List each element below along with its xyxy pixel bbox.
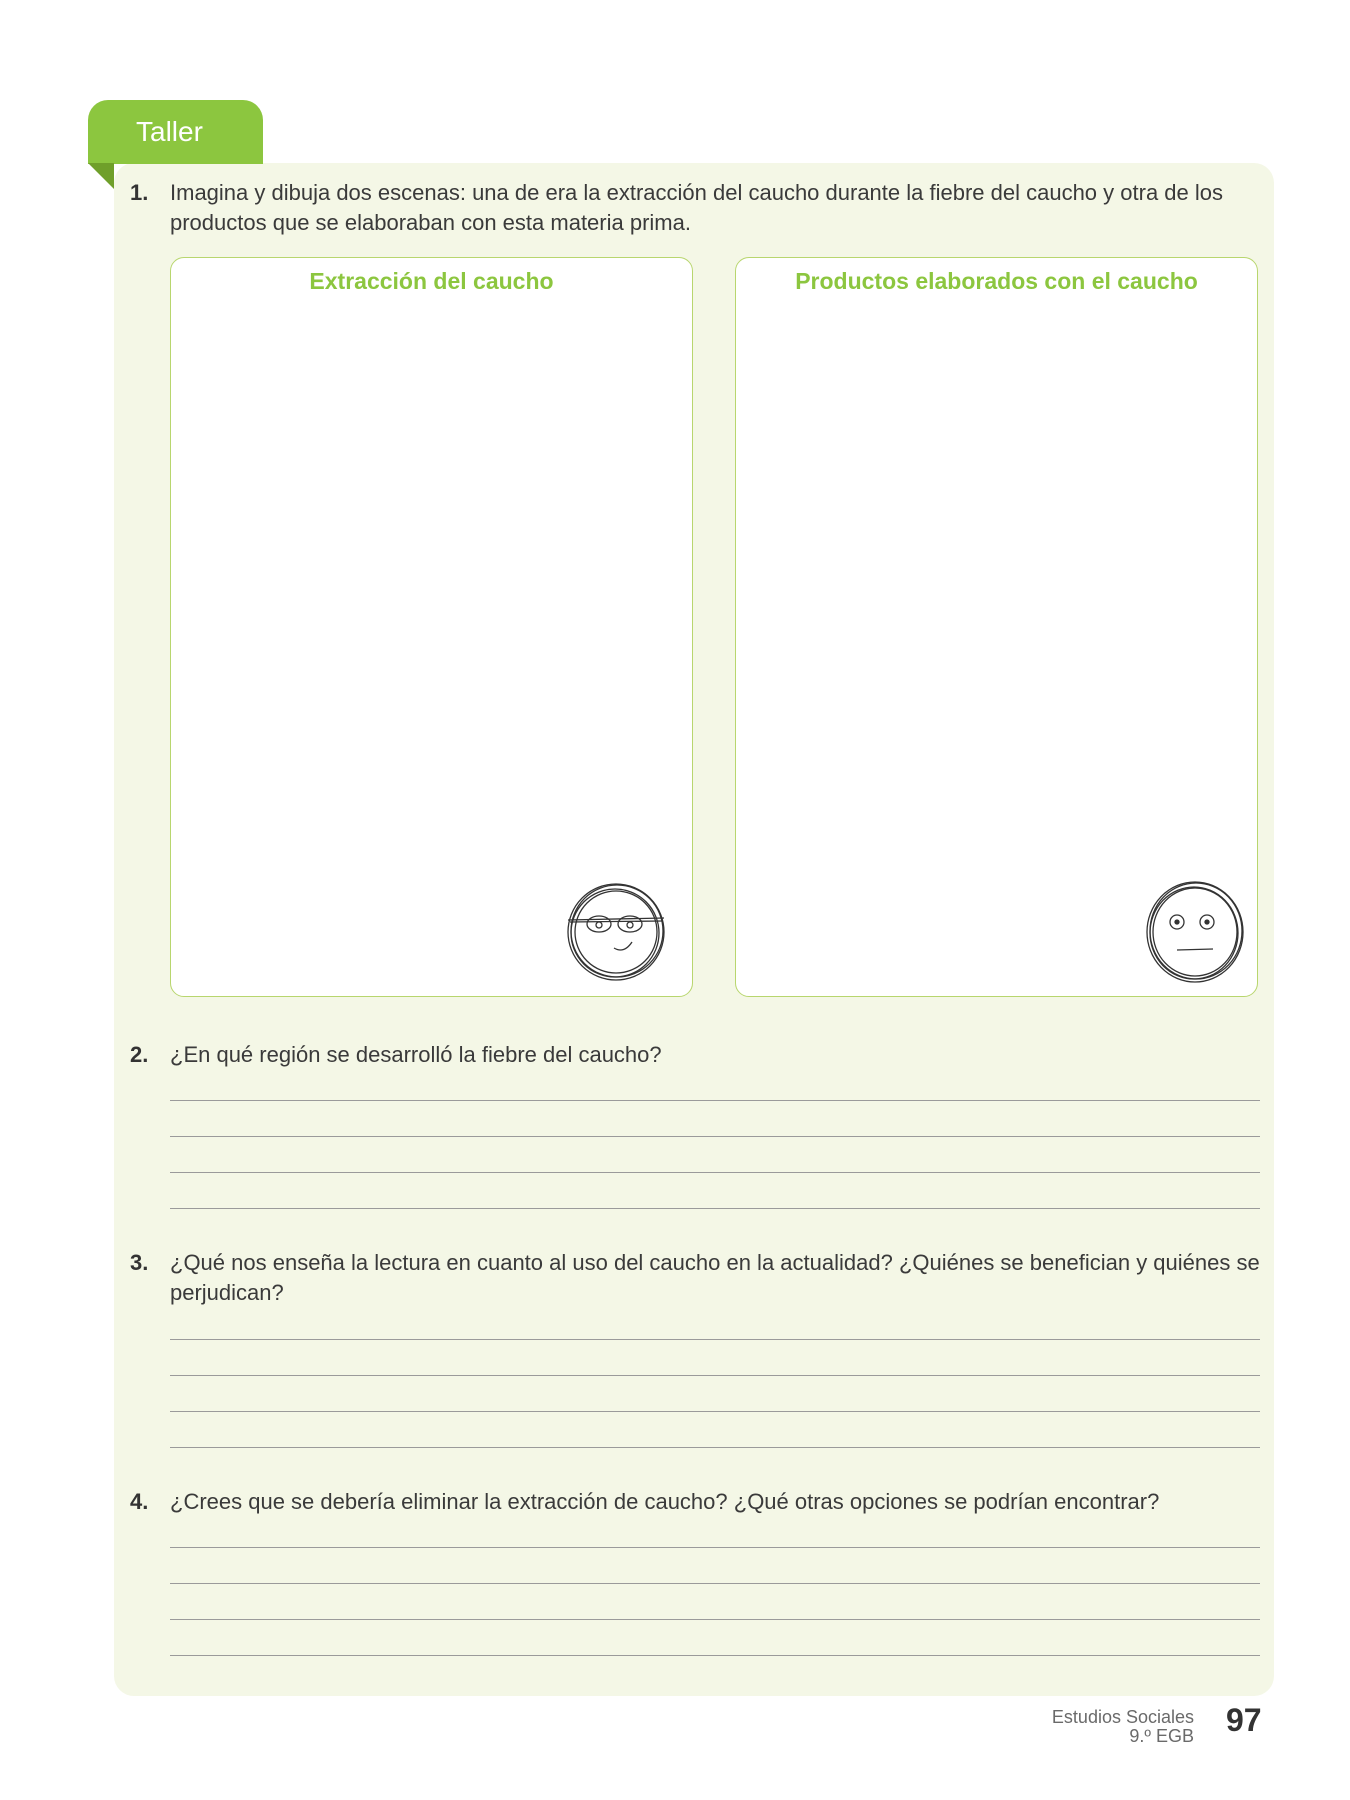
question-number: 4.	[130, 1489, 149, 1514]
answer-line[interactable]	[170, 1136, 1260, 1137]
drawing-box-extraction[interactable]	[170, 257, 693, 997]
question-2	[130, 1040, 1260, 1070]
footer-grade: 9.º EGB	[1129, 1726, 1194, 1746]
section-tab: Taller	[88, 100, 263, 164]
smiling-face-sketch-icon	[564, 880, 668, 984]
footer-subject	[1052, 1708, 1194, 1746]
drawing-box-products[interactable]	[735, 257, 1258, 997]
answer-line[interactable]	[170, 1619, 1260, 1620]
footer-subject-name: Estudios Sociales	[1051, 1707, 1194, 1727]
question-number: 1.	[130, 180, 149, 205]
box-title: Productos elaborados con el caucho	[795, 268, 1198, 294]
answer-line[interactable]	[170, 1447, 1260, 1448]
answer-line[interactable]	[170, 1100, 1260, 1101]
answer-line[interactable]	[170, 1411, 1260, 1412]
question-text: ¿Crees que se debería eliminar la extracción de caucho? ¿Qué otras opciones se podrían encontrar?	[170, 1489, 1160, 1514]
question-number: 3.	[130, 1250, 149, 1275]
box-title: Extracción del caucho	[309, 268, 554, 294]
answer-line[interactable]	[170, 1339, 1260, 1340]
question-4	[130, 1487, 1260, 1517]
question-text: ¿En qué región se desarrolló la fiebre del caucho?	[170, 1042, 662, 1067]
question-1	[130, 178, 1260, 238]
question-3	[130, 1248, 1260, 1308]
question-text: ¿Qué nos enseña la lectura en cuanto al uso del caucho en la actualidad? ¿Quiénes se benefician y quiénes se perjudican?	[170, 1250, 1260, 1305]
answer-line[interactable]	[170, 1208, 1260, 1209]
page-number: 97	[1226, 1702, 1262, 1738]
question-text: Imagina y dibuja dos escenas: una de era la extracción del caucho durante la fiebre del caucho y otra de los productos que se elaboraban con esta materia prima.	[170, 180, 1223, 235]
answer-line[interactable]	[170, 1547, 1260, 1548]
neutral-face-sketch-icon	[1143, 880, 1247, 984]
question-number: 2.	[130, 1042, 149, 1067]
answer-line[interactable]	[170, 1655, 1260, 1656]
answer-line[interactable]	[170, 1172, 1260, 1173]
answer-line[interactable]	[170, 1583, 1260, 1584]
tab-fold-decoration	[88, 163, 114, 189]
answer-line[interactable]	[170, 1375, 1260, 1376]
